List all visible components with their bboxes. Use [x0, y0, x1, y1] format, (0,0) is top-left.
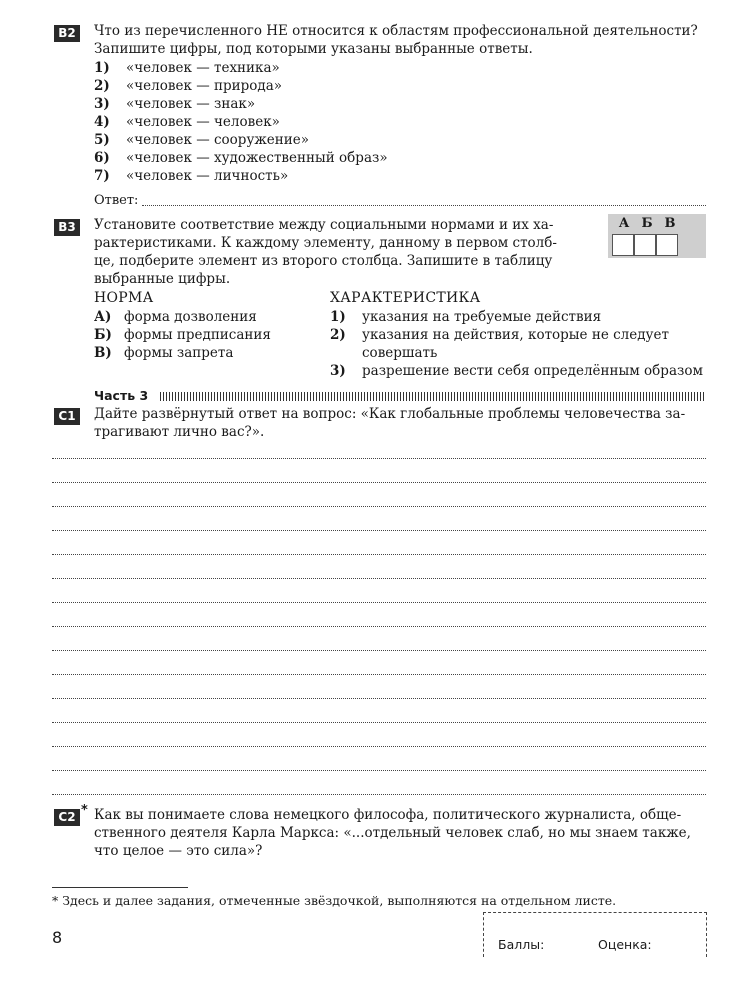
c1-answer-line[interactable] [52, 746, 706, 747]
task-badge-c1: C1 [54, 408, 80, 425]
c1-answer-line[interactable] [52, 698, 706, 699]
b3-right-num: 3) [330, 363, 346, 379]
part3-heading: Часть 3 [94, 388, 149, 403]
footnote: * Здесь и далее задания, отмеченные звёздочкой, выполняются на отдельном листе. [52, 893, 617, 908]
task-badge-b3: B3 [54, 219, 80, 236]
c1-answer-line[interactable] [52, 794, 706, 795]
b3-left-letter: А) [94, 309, 112, 325]
b3-question-line2: рактеристиками. К каждому элементу, данному в первом столб- [94, 235, 557, 251]
b2-option-text: «человек — знак» [126, 96, 256, 112]
score-box [483, 912, 707, 957]
task-badge-c2: C2 [54, 809, 80, 826]
b2-option-text: «человек — сооружение» [126, 132, 310, 148]
c1-answer-line[interactable] [52, 554, 706, 555]
b2-option-text: «человек — личность» [126, 168, 289, 184]
b3-answer-cell-b[interactable] [634, 234, 656, 256]
b2-option-num: 2) [94, 78, 110, 94]
b2-option-num: 3) [94, 96, 110, 112]
b2-answer-line[interactable] [142, 205, 706, 206]
c1-answer-line[interactable] [52, 530, 706, 531]
b3-answer-table [608, 214, 706, 258]
part3-divider [160, 392, 706, 401]
c2-question-line3: что целое — это сила»? [94, 843, 263, 859]
b3-right-text: указания на требуемые действия [362, 309, 602, 325]
b2-option-num: 7) [94, 168, 110, 184]
b3-answer-cell-v[interactable] [656, 234, 678, 256]
b3-left-letter: В) [94, 345, 112, 361]
c1-answer-line[interactable] [52, 506, 706, 507]
b2-option-text: «человек — человек» [126, 114, 280, 130]
b2-answer-label: Ответ: [94, 193, 139, 208]
b3-left-letter: Б) [94, 327, 112, 343]
c1-answer-line[interactable] [52, 626, 706, 627]
b3-question-line3: це, подберите элемент из второго столбца. Запишите в таблицу [94, 253, 553, 269]
b3-right-text-cont: совершать [362, 345, 438, 361]
b3-right-num: 1) [330, 309, 346, 325]
b3-left-column-title: НОРМА [94, 290, 154, 306]
footnote-rule [52, 887, 188, 888]
b2-question-line2: Запишите цифры, под которыми указаны выбранные ответы. [94, 41, 533, 57]
c1-answer-line[interactable] [52, 578, 706, 579]
page-number: 8 [52, 928, 63, 947]
b2-question-line1: Что из перечисленного НЕ относится к областям профессиональной деятельности? [94, 23, 698, 39]
c2-star-mark: * [81, 803, 88, 818]
b3-grid-header: В [664, 216, 676, 231]
grade-label: Оценка: [598, 937, 652, 952]
b2-option-num: 6) [94, 150, 110, 166]
b3-grid-header: А [618, 216, 630, 231]
c1-answer-line[interactable] [52, 650, 706, 651]
b3-right-text: разрешение вести себя определённым образом [362, 363, 703, 379]
c1-answer-line[interactable] [52, 458, 706, 459]
c1-answer-line[interactable] [52, 482, 706, 483]
b2-option-num: 5) [94, 132, 110, 148]
b3-right-num: 2) [330, 327, 346, 343]
b3-right-text: указания на действия, которые не следует [362, 327, 669, 343]
b2-option-text: «человек — техника» [126, 60, 280, 76]
b3-left-text: формы запрета [124, 345, 234, 361]
b2-option-num: 4) [94, 114, 110, 130]
c1-answer-line[interactable] [52, 602, 706, 603]
b3-question-line4: выбранные цифры. [94, 271, 231, 287]
b3-grid-header: Б [641, 216, 653, 231]
c2-question-line1: Как вы понимаете слова немецкого философа, политического журналиста, обще- [94, 807, 682, 823]
b3-answer-cell-a[interactable] [612, 234, 634, 256]
c2-question-line2: ственного деятеля Карла Маркса: «...отдельный человек слаб, но мы знаем также, [94, 825, 691, 841]
b3-left-text: форма дозволения [124, 309, 257, 325]
points-label: Баллы: [498, 937, 545, 952]
b3-left-text: формы предписания [124, 327, 271, 343]
b2-option-num: 1) [94, 60, 110, 76]
c1-answer-line[interactable] [52, 674, 706, 675]
b3-question-line1: Установите соответствие между социальными нормами и их ха- [94, 217, 554, 233]
c1-question-line2: трагивают лично вас?». [94, 424, 265, 440]
b2-option-text: «человек — художественный образ» [126, 150, 388, 166]
c1-answer-line[interactable] [52, 770, 706, 771]
b2-option-text: «человек — природа» [126, 78, 283, 94]
c1-answer-line[interactable] [52, 722, 706, 723]
task-badge-b2: B2 [54, 25, 80, 42]
b3-right-column-title: ХАРАКТЕРИСТИКА [330, 290, 481, 306]
c1-question-line1: Дайте развёрнутый ответ на вопрос: «Как глобальные проблемы человечества за- [94, 406, 686, 422]
